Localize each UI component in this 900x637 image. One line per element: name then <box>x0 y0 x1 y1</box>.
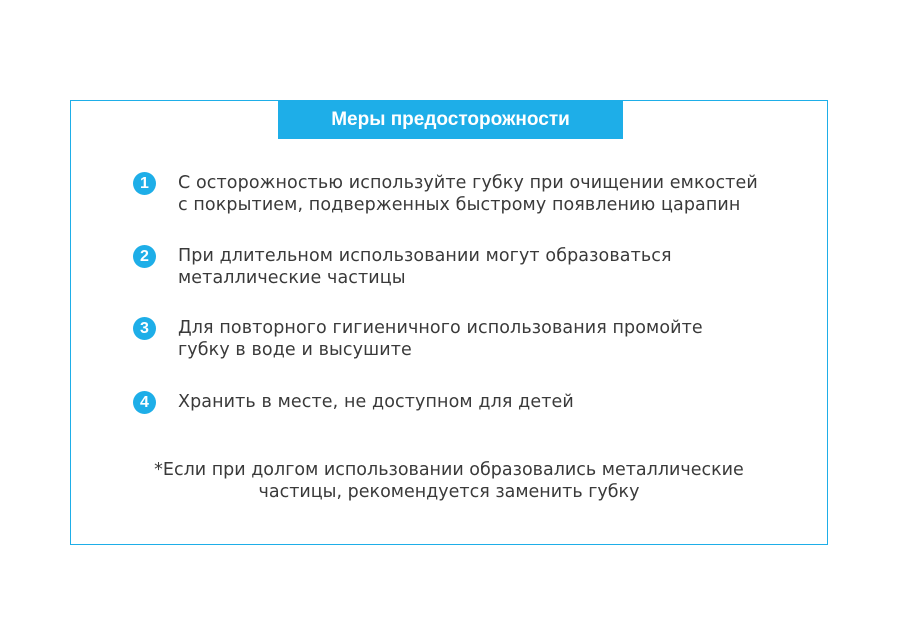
precaution-item-3 <box>133 317 703 361</box>
footnote-line: *Если при долгом использовании образовались металлические <box>154 460 744 480</box>
precaution-text-1 <box>178 172 758 216</box>
number-badge-2: 2 <box>133 245 156 268</box>
precaution-item-1 <box>133 172 758 216</box>
precaution-item-2 <box>133 245 672 289</box>
number-badge-4: 4 <box>133 391 156 414</box>
precaution-text-line: Для повторного гигиеничного использования промойте <box>178 318 703 338</box>
precaution-text-line: При длительном использовании могут образоваться <box>178 246 672 266</box>
precaution-text-line: Хранить в месте, не доступном для детей <box>178 392 574 412</box>
precaution-text-line: с покрытием, подверженных быстрому появлению царапин <box>178 195 741 215</box>
precaution-text-2 <box>178 245 672 289</box>
card-title: Меры предосторожности <box>278 100 623 139</box>
precaution-text-line: металлические частицы <box>178 268 406 288</box>
number-badge-3: 3 <box>133 317 156 340</box>
precaution-text-line: губку в воде и высушите <box>178 340 412 360</box>
precaution-text-3 <box>178 317 703 361</box>
footnote-line: частицы, рекомендуется заменить губку <box>258 482 640 502</box>
precaution-text-4 <box>178 391 574 413</box>
precaution-item-4 <box>133 391 574 414</box>
footnote <box>71 459 827 503</box>
precautions-card <box>70 100 828 545</box>
number-badge-1: 1 <box>133 172 156 195</box>
precaution-text-line: С осторожностью используйте губку при очищении емкостей <box>178 173 758 193</box>
